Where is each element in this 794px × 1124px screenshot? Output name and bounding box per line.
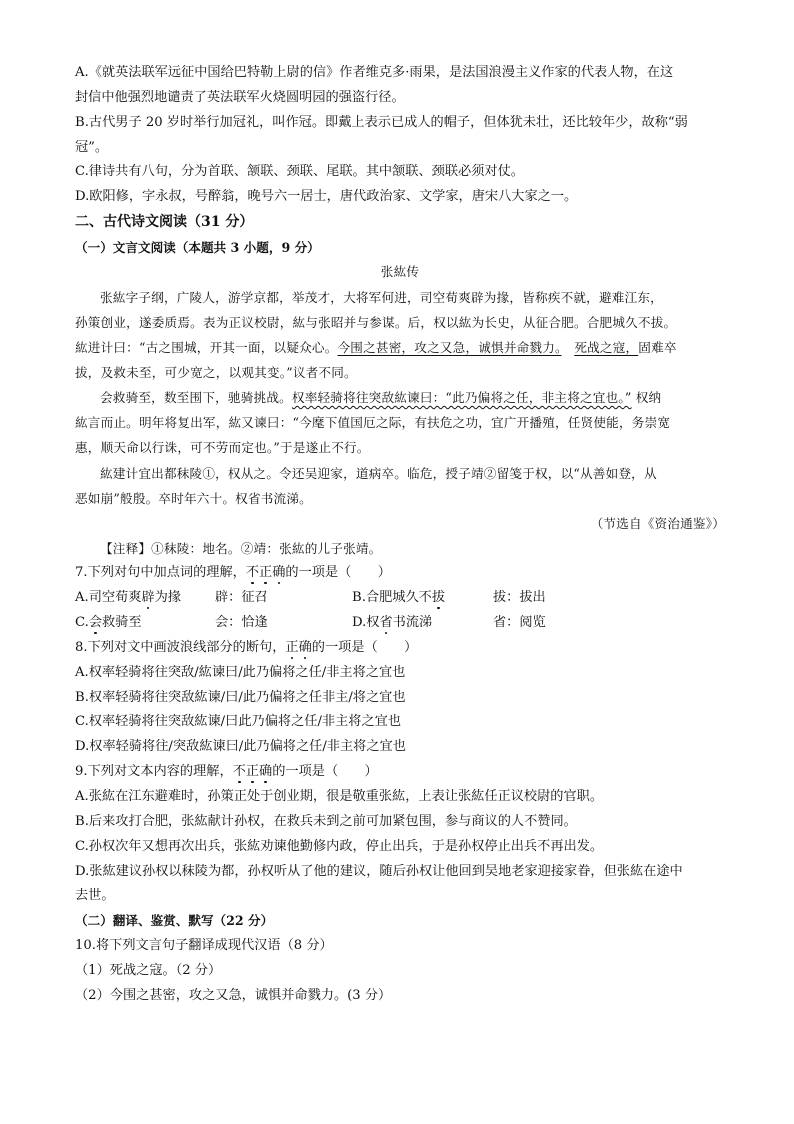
- option-d: D.欧阳修，字永叔，号醉翁，晚号六一居士，唐代政治家、文学家，唐宋八大家之一。: [75, 189, 578, 204]
- passage-wavy-segment: 权率轻骑将往突敌紘谏曰：“此乃偏将之任，非主将之宜也。”: [291, 390, 632, 405]
- passage-underlined-sentence-2: 今围之甚密，攻之又急，诚惧并命戮力。: [337, 340, 562, 355]
- q7-d-dotted-word: 省: [379, 615, 393, 630]
- passage-p2-line3: 惠，顺天命以行诛，可不劳而定也。”于是遂止不行。: [75, 440, 370, 455]
- emphasis-char: 不: [232, 764, 246, 779]
- section-title: 二、古代诗文阅读（31 分）: [75, 214, 254, 230]
- q8-stem-end: 的一项是（ ）: [311, 640, 418, 655]
- passage-source: （节选自《资治通鉴》）: [590, 516, 725, 531]
- q7-stem-end: 的一项是（ ）: [285, 565, 391, 580]
- emphasis-char: 正: [245, 764, 260, 779]
- option-b-line1: B.古代男子 20 岁时举行加冠礼，叫作冠。即戴上表示已成人的帽子，但体犹未壮，还比较年少，故称“弱: [75, 115, 688, 130]
- q7-b-dotted-word: 拔: [431, 590, 446, 605]
- emphasis-char: 正: [285, 640, 299, 655]
- q8-option-d: D.权率轻骑将往/突敌紘谏曰/此乃偏将之任/非主将之宜也: [75, 739, 406, 754]
- q9-stem-end: 的一项是（ ）: [272, 764, 378, 779]
- passage-underlined-sentence-1: 死战之寇，: [574, 340, 639, 355]
- q9-stem: [75, 762, 725, 782]
- q7-a-dotted-word: 辟: [141, 590, 155, 605]
- passage-title: 张紘传: [380, 264, 420, 279]
- q9-option-c: C.孙权次年又想再次出兵，张紘劝谏他勤修内政，停止出兵，于是孙权停止出兵不再出发。: [75, 839, 604, 854]
- q9-option-d-line1: D.张紘建议孙权以秣陵为都，孙权听从了他的建议，随后孙权让他回到吴地老家迎接家眷，但张紘在途中: [75, 864, 683, 879]
- passage-p2-line2: 紘言而止。明年将复出军，紘又谏曰：“今麾下值国厄之际，有扶危之功，宜广开播殖，任贤使能，务崇宽: [75, 415, 671, 430]
- passage-p1-line2: 孙策创业，遂委质焉。表为正议校尉，紘与张昭并与参谋。后，权以紘为长史，从征合肥。合肥城久不拔。: [75, 315, 677, 330]
- q8-stem-start: 8.下列对文中画波浪线部分的断句，: [75, 640, 286, 655]
- emphasis-char: 不: [245, 565, 260, 580]
- passage-p1-line3-start: 紘进计曰：“古之围城，开其一面，以疑众心。: [75, 340, 338, 355]
- option-a-line2: 封信中他强烈地谴责了英法联军火烧圆明园的强盗行径。: [75, 90, 405, 105]
- passage-p2-line1: [100, 388, 725, 408]
- q9-option-a: A.张紘在江东避难时，孙策正处于创业期，很是敬重张紘，上表让张紘任正议校尉的官职。: [75, 789, 604, 804]
- q8-option-b: B.权率轻骑将往突敌紘谏/曰/此乃偏将之任非主/将之宜也: [75, 690, 406, 705]
- q10-item-2: （2）今围之甚密，攻之又急，诚惧并命戮力。(3 分）: [75, 988, 392, 1003]
- passage-p3-line1: 紘建计宜出都秣陵①，权从之。令还吴迎家，道病卒。临危，授子靖②留笺于权，以“从善如登，从: [100, 466, 657, 481]
- subsection-title: （一）文言文阅读（本题共 3 小题，9 分）: [75, 240, 320, 255]
- q10-item-1: （1）死战之寇。（2 分）: [75, 963, 222, 978]
- q8-option-a: A.权率轻骑将往突敌/紘谏曰/此乃偏将之任/非主将之宜也: [75, 665, 406, 680]
- emphasis-char: 正: [259, 565, 273, 580]
- q9-option-b: B.后来攻打合肥，张紘献计孙权，在救兵未到之前可加紧包围，参与商议的人不赞同。: [75, 814, 577, 829]
- q7-option-d-gloss: 省：阅览: [493, 615, 546, 630]
- emphasis-char: 确: [272, 565, 286, 580]
- q7-stem: [75, 563, 725, 583]
- passage-note: 【注释】①秣陵：地名。②靖：张紘的儿子张靖。: [100, 541, 382, 556]
- q7-option-a: A.司空荀爽辟为掾: [75, 590, 182, 605]
- passage-p2-line1-start: 会救骑至，数至围下，驰骑挑战。: [100, 390, 292, 405]
- passage-p1-line3-end: 固难卒: [638, 340, 677, 355]
- q10-stem: 10.将下列文言句子翻译成现代汉语（8 分）: [75, 938, 333, 953]
- q8-stem-emphasis: [285, 640, 311, 655]
- emphasis-char: 确: [259, 764, 273, 779]
- option-b-line2: 冠”。: [75, 140, 109, 155]
- q7-option-d: D.权省书流涕: [352, 615, 433, 630]
- option-a-line1: A.《就英法联军远征中国给巴特勒上尉的信》作者维克多·雨果，是法国浪漫主义作家的代表人物，在这: [75, 65, 674, 80]
- q9-stem-start: 9.下列对文本内容的理解，: [75, 764, 233, 779]
- part2-title: （二）翻译、鉴赏、默写（22 分）: [75, 913, 274, 928]
- passage-p1-line1: 张紘字子纲，广陵人，游学京都，举茂才，大将军何进，司空荀爽辟为掾，皆称疾不就，避难江东，: [100, 290, 663, 305]
- passage-p3-line2: 恶如崩”般殷。卒时年六十。权省书流涕。: [75, 491, 312, 506]
- q7-option-b: B.合肥城久不拔: [352, 590, 446, 605]
- passage-p2-line1-end: 权纳: [635, 390, 662, 405]
- emphasis-char: 确: [298, 640, 312, 655]
- q8-stem: [75, 638, 725, 658]
- q7-option-c-gloss: 会：恰逢: [215, 615, 268, 630]
- q7-option-c: C.会救骑至: [75, 615, 142, 630]
- q7-option-b-gloss: 拔：拔出: [493, 590, 546, 605]
- q8-option-c: C.权率轻骑将往突敌紘谏/曰此乃偏将之任/非主将之宜也: [75, 714, 402, 729]
- q9-option-d-line2: 去世。: [75, 888, 115, 903]
- q7-stem-start: 7.下列对句中加点词的理解，: [75, 565, 246, 580]
- q9-stem-emphasis: [233, 764, 273, 779]
- passage-p1-line4: 拔，及救未至，可少宽之，以观其变。”议者不同。: [75, 365, 357, 380]
- q7-c-dotted-word: 会: [88, 615, 102, 630]
- q7-option-a-gloss: 辟：征召: [215, 590, 268, 605]
- q7-stem-emphasis: [246, 565, 286, 580]
- option-c: C.律诗共有八句，分为首联、颔联、颈联、尾联。其中颔联、颈联必须对仗。: [75, 164, 524, 179]
- passage-p1-line3: [75, 338, 725, 358]
